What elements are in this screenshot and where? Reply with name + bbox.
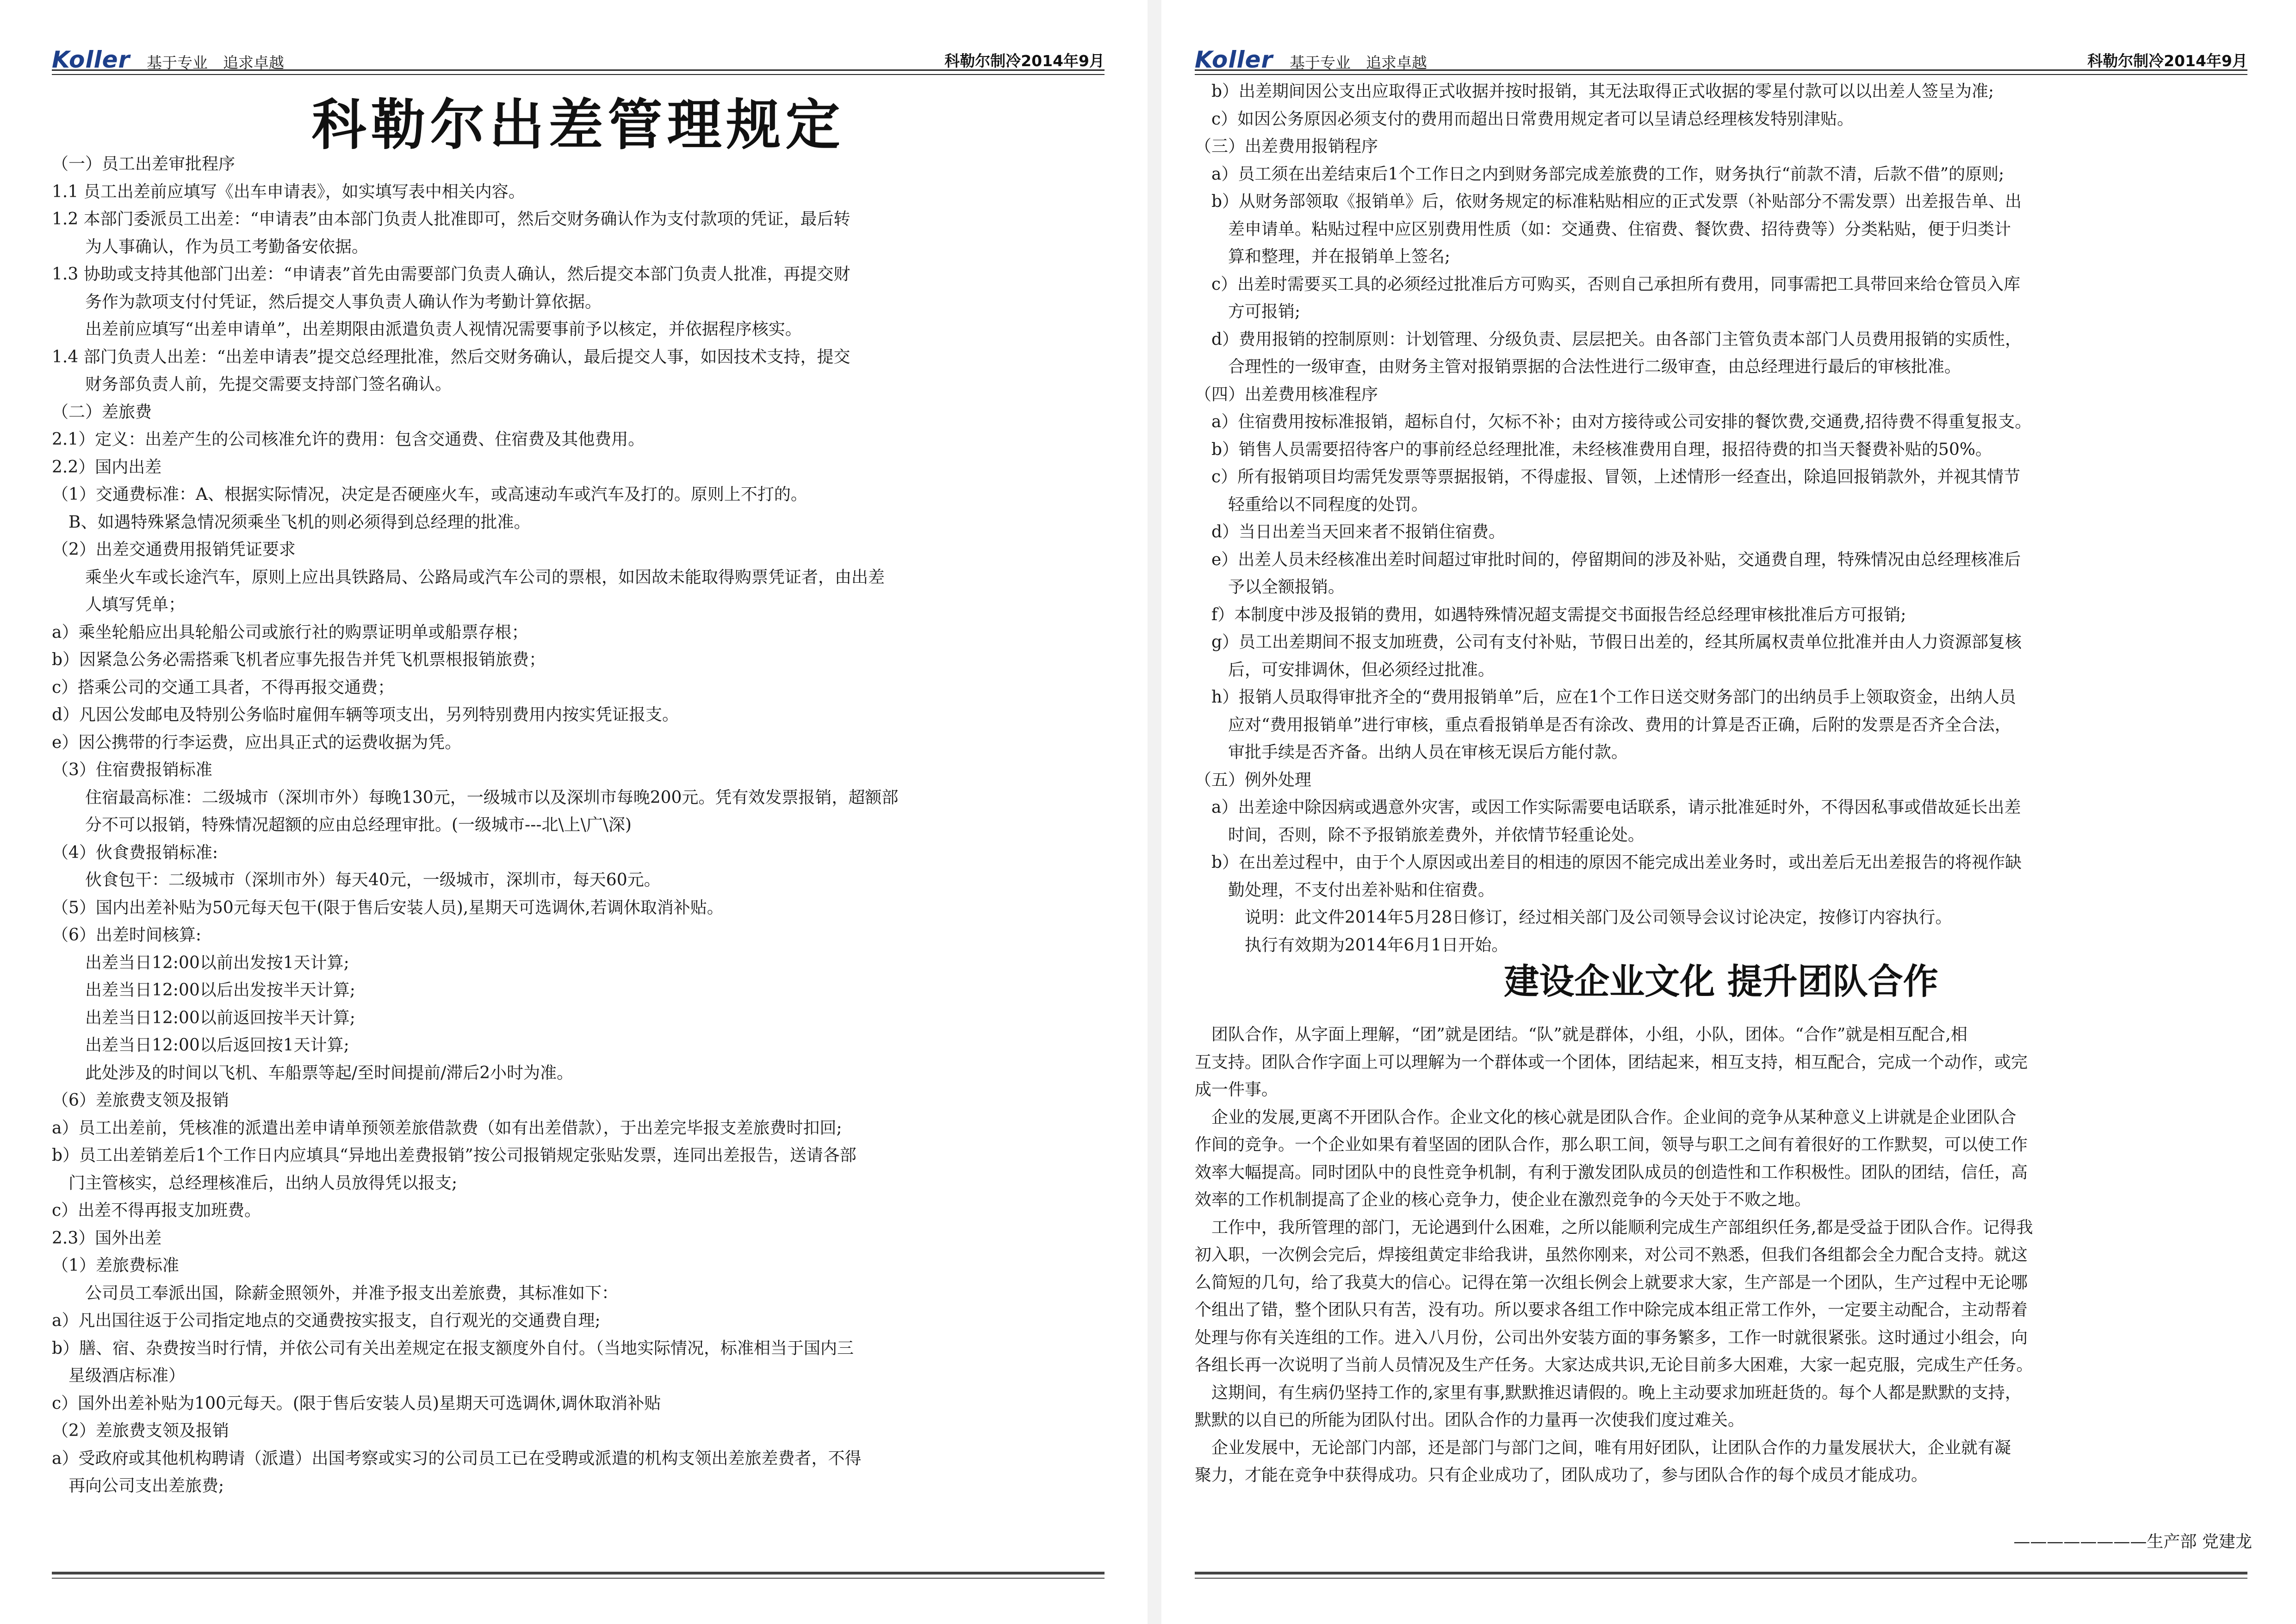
- text-line: 个组出了错，整个团队只有苦，没有功。所以要求各组工作中除完成本组正常工作外，一定要主动配合，主动帮着: [1195, 1300, 2028, 1319]
- text-line: 合理性的一级审查，由财务主管对报销票据的合法性进行二级审查，由总经理进行最后的审核批准。: [1228, 357, 1961, 376]
- text-line: 企业发展中，无论部门内部，还是部门与部门之间，唯有用好团队，让团队合作的力量发展状大，企业就有凝: [1211, 1438, 2011, 1457]
- text-line: 初入职，一次例会完后，焊接组黄定非给我讲，虽然你刚来，对公司不熟悉，但我们各组都会全力配合支持。就这: [1195, 1245, 2028, 1264]
- text-line: 分不可以报销，特殊情况超额的应由总经理审批。(一级城市---北\上\广\深): [85, 815, 632, 834]
- text-line: a）出差途中除因病或遇意外灾害，或因工作实际需要电话联系，请示批准延时外，不得因私事或借故延长出差: [1211, 798, 2021, 817]
- koller-logo: Koller: [1195, 46, 1273, 73]
- text-line: b）从财务部领取《报销单》后，依财务规定的标准粘贴相应的正式发票（补贴部分不需发票）出差报告单、出: [1211, 192, 2022, 211]
- text-line: 效率的工作机制提高了企业的核心竞争力，使企业在激烈竞争的今天处于不败之地。: [1195, 1190, 1812, 1209]
- text-line: 各组长再一次说明了当前人员情况及生产任务。大家达成共识,无论目前多大困难，大家一起克服，完成生产任务。: [1195, 1356, 2033, 1375]
- text-line: f）本制度中涉及报销的费用，如遇特殊情况超支需提交书面报告经总经理审核批准后方可报销;: [1211, 605, 1906, 624]
- header-rule: [1195, 69, 2247, 75]
- text-line: 聚力，才能在竞争中获得成功。只有企业成功了，团队成功了，参与团队合作的每个成员才能成功。: [1195, 1466, 1928, 1485]
- text-line: c）搭乘公司的交通工具者，不得再报交通费；: [52, 678, 395, 697]
- header-issue: 科勒尔制冷2014年9月: [2087, 52, 2247, 70]
- text-line: （四）出差费用核准程序: [1195, 385, 1378, 404]
- text-line: 出差当日12:00以后出发按半天计算;: [85, 981, 355, 1000]
- text-line: （6）出差时间核算:: [52, 926, 202, 945]
- text-line: 再向公司支出差旅费;: [68, 1476, 224, 1495]
- text-line: 出差当日12:00以前返回按半天计算;: [85, 1008, 355, 1027]
- text-line: 默默的以自已的所能为团队付出。团队合作的力量再一次使我们度过难关。: [1195, 1411, 1745, 1430]
- text-line: d）费用报销的控制原则：计划管理、分级负责、层层把关。由各部门主管负责本部门人员费用报销的实质性，: [1211, 330, 2022, 349]
- text-line: 乘坐火车或长途汽车，原则上应出具铁路局、公路局或汽车公司的票根，如因故未能取得购票凭证者，由出差: [85, 567, 885, 587]
- header-issue: 科勒尔制冷2014年9月: [944, 52, 1105, 70]
- header-slogan: 基于专业 追求卓越: [147, 54, 284, 72]
- text-line: a）员工须在出差结束后1个工作日之内到财务部完成差旅费的工作，财务执行“前款不清，后款不借”的原则;: [1211, 164, 2004, 184]
- text-line: 伙食包干：二级城市（深圳市外）每天40元，一级城市，深圳市，每天60元。: [85, 871, 661, 890]
- text-line: 1.1 员工出差前应填写《出车申请表》，如实填写表中相关内容。: [52, 182, 525, 201]
- text-line: b）在出差过程中，由于个人原因或出差目的相违的原因不能完成出差业务时，或出差后无出差报告的将视作缺: [1211, 853, 2022, 872]
- text-line: b）出差期间因公支出应取得正式收据并按时报销，其无法取得正式收据的零星付款可以以出差人签呈为准;: [1211, 82, 1994, 101]
- text-line: c）国外出差补贴为100元每天。(限于售后安装人员)星期天可选调休,调休取消补贴: [52, 1394, 661, 1413]
- article-title: 科勒尔出差管理规定: [311, 93, 845, 157]
- text-line: 互支持。团队合作字面上可以理解为一个群体或一个团体，团结起来，相互支持，相互配合，完成一个动作，或完: [1195, 1052, 2028, 1072]
- text-line: 1.3 协助或支持其他部门出差：“申请表”首先由需要部门负责人确认，然后提交本部门负责人批准，再提交财: [52, 265, 850, 284]
- text-line: 予以全额报销。: [1228, 578, 1345, 597]
- text-line: （6）差旅费支领及报销: [52, 1091, 229, 1110]
- essay-body: [1195, 1021, 2247, 1489]
- page-header: [1195, 46, 2247, 73]
- text-line: b）膳、宿、杂费按当时行情，并依公司有关出差规定在报支额度外自付。（当地实际情况，标准相当于国内三: [52, 1338, 854, 1358]
- text-line: （1）交通费标准：A、根据实际情况，决定是否硬座火车，或高速动车或汽车及打的。原则上不打的。: [52, 485, 807, 504]
- text-line: b）员工出差销差后1个工作日内应填具“异地出差费报销”按公司报销规定张贴发票，连同出差报告，送请各部: [52, 1146, 856, 1165]
- text-line: 出差当日12:00以前出发按1天计算;: [85, 953, 349, 972]
- text-line: 方可报销;: [1228, 302, 1301, 321]
- text-line: 时间，否则，除不予报销旅差费外，并依情节轻重论处。: [1228, 825, 1645, 845]
- text-line: （3）住宿费报销标准: [52, 760, 212, 779]
- text-line: 算和整理，并在报销单上签名;: [1228, 247, 1451, 266]
- text-line: 工作中，我所管理的部门，无论遇到什么困难，之所以能顺利完成生产部组织任务,都是受益于团队合作。记得我: [1211, 1218, 2033, 1237]
- text-line: 后，可安排调休，但必须经过批准。: [1228, 660, 1495, 679]
- footer-rule: [52, 1572, 1105, 1579]
- text-line: 2.3）国外出差: [52, 1228, 162, 1248]
- text-line: 说明：此文件2014年5月28日修订，经过相关部门及公司领导会议讨论决定，按修订内容执行。: [1245, 908, 1952, 927]
- text-line: c）如因公务原因必须支付的费用而超出日常费用规定者可以呈请总经理核发特别津贴。: [1211, 109, 1854, 129]
- text-line: 星级酒店标准）: [68, 1366, 186, 1385]
- text-line: g）员工出差期间不报支加班费，公司有支付补贴，节假日出差的，经其所属权责单位批准并由人力资源部复核: [1211, 633, 2022, 652]
- text-line: 团队合作，从字面上理解，“团”就是团结。“队”就是群体，小组，小队，团体。“合作”就是相互配合,相: [1211, 1025, 1967, 1044]
- text-line: 住宿最高标准：二级城市（深圳市外）每晚130元，一级城市以及深圳市每晚200元。凭有效发票报销，超额部: [85, 788, 899, 807]
- text-line: 勤处理，不支付出差补贴和住宿费。: [1228, 880, 1495, 900]
- regulation-body-continued: [1195, 78, 2247, 959]
- text-line: （二）差旅费: [52, 402, 152, 422]
- text-line: c）出差不得再报支加班费。: [52, 1201, 261, 1220]
- text-line: （5）国内出差补贴为50元每天包干(限于售后安装人员),星期天可选调休,若调休取消补贴。: [52, 898, 724, 917]
- text-line: 成一件事。: [1195, 1080, 1278, 1099]
- text-line: 出差当日12:00以后返回按1天计算;: [85, 1036, 349, 1055]
- text-line: 1.2 本部门委派员工出差：“申请表”由本部门负责人批准即可，然后交财务确认作为支付款项的凭证，最后转: [52, 210, 850, 229]
- text-line: a）住宿费用按标准报销，超标自付，欠标不补；由对方接待或公司安排的餐饮费,交通费,招待费不得重复报支。: [1211, 412, 2032, 431]
- koller-logo: Koller: [52, 46, 130, 73]
- text-line: 出差前应填写“出差申请单”，出差期限由派遣负责人视情况需要事前予以核定，并依据程序核实。: [85, 320, 802, 339]
- text-line: h）报销人员取得审批齐全的“费用报销单”后，应在1个工作日送交财务部门的出纳员手上领取资金，出纳人员: [1211, 688, 2016, 707]
- text-line: （一）员工出差审批程序: [52, 155, 236, 174]
- page-left: [0, 0, 1143, 1624]
- header-rule: [52, 69, 1105, 75]
- text-line: a）凡出国往返于公司指定地点的交通费按实报支，自行观光的交通费自理;: [52, 1311, 601, 1330]
- text-line: （4）伙食费报销标准:: [52, 843, 218, 862]
- text-line: 审批手续是否齐备。出纳人员在审核无误后方能付款。: [1228, 743, 1628, 762]
- text-line: d）当日出差当天回来者不报销住宿费。: [1211, 523, 1506, 541]
- essay-signature: ————————生产部 党建龙: [2013, 1532, 2252, 1551]
- text-line: （2）出差交通费用报销凭证要求: [52, 540, 296, 559]
- text-line: 处理与你有关连组的工作。进入八月份，公司出外安装方面的事务繁多，工作一时就很紧张。这时通过小组会，向: [1195, 1328, 2028, 1347]
- text-line: 轻重给以不同程度的处罚。: [1228, 495, 1428, 514]
- essay-title: 建设企业文化 提升团队合作: [1504, 961, 1938, 1002]
- text-line: b）销售人员需要招待客户的事前经总经理批准，未经核准费用自理，报招待费的扣当天餐费补贴的50%。: [1211, 440, 1992, 459]
- text-line: a）员工出差前，凭核准的派遣出差申请单预领差旅借款费（如有出差借款），于出差完毕报支差旅费时扣回;: [52, 1118, 842, 1138]
- text-line: 公司员工奉派出国，除薪金照领外，并准予报支出差旅费，其标准如下：: [85, 1283, 619, 1303]
- text-line: 执行有效期为2014年6月1日开始。: [1245, 935, 1508, 955]
- text-line: b）因紧急公务必需搭乘飞机者应事先报告并凭飞机票根报销旅费；: [52, 650, 546, 669]
- page-right: [1166, 0, 2296, 1624]
- text-line: e）因公携带的行李运费，应出具正式的运费收据为凭。: [52, 733, 462, 752]
- text-line: c）所有报销项目均需凭发票等票据报销，不得虚报、冒领，上述情形一经查出，除追回报销款外，并视其情节: [1211, 467, 2021, 486]
- text-line: 应对“费用报销单”进行审核，重点看报销单是否有涂改、费用的计算是否正确，后附的发票是否齐全合法，: [1228, 715, 2011, 734]
- page-gutter: [1148, 0, 1161, 1624]
- text-line: 2.1）定义：出差产生的公司核准允许的费用：包含交通费、住宿费及其他费用。: [52, 430, 645, 449]
- page-header: [52, 46, 1105, 73]
- text-line: c）出差时需要买工具的必须经过批准后方可购买，否则自己承担所有费用，同事需把工具带回来给仓管员入库: [1211, 274, 2021, 294]
- text-line: 这期间，有生病仍坚持工作的,家里有事,默默推迟请假的。晚上主动要求加班赶货的。每个人都是默默的支持，: [1211, 1383, 2022, 1402]
- text-line: 门主管核实，总经理核准后，出纳人员放得凭以报支;: [68, 1173, 458, 1193]
- text-line: 务作为款项支付付凭证，然后提交人事负责人确认作为考勤计算依据。: [85, 292, 602, 311]
- text-line: 么简短的几句，给了我莫大的信心。记得在第一次组长例会上就要求大家，生产部是一个团队，生产过程中无论哪: [1195, 1273, 2028, 1292]
- text-line: a）受政府或其他机构聘请（派遣）出国考察或实习的公司员工已在受聘或派遣的机构支领出差旅差费者，不得: [52, 1449, 862, 1468]
- text-line: a）乘坐轮船应出具轮船公司或旅行社的购票证明单或船票存根；: [52, 622, 528, 642]
- regulation-body: [52, 150, 1105, 1500]
- text-line: d）凡因公发邮电及特别公务临时雇佣车辆等项支出，另列特别费用内按实凭证报支。: [52, 705, 679, 724]
- text-line: 企业的发展,更离不开团队合作。企业文化的核心就是团队合作。企业间的竞争从某种意义上讲就是企业团队合: [1211, 1108, 2017, 1127]
- text-line: 此处涉及的时间以飞机、车船票等起/至时间提前/滞后2小时为准。: [85, 1063, 574, 1083]
- text-line: B、如遇特殊紧急情况须乘坐飞机的则必须得到总经理的批准。: [68, 512, 531, 532]
- text-line: （2）差旅费支领及报销: [52, 1421, 229, 1440]
- text-line: 为人事确认，作为员工考勤备安依据。: [85, 237, 369, 256]
- text-line: 财务部负责人前，先提交需要支持部门签名确认。: [85, 375, 452, 394]
- footer-rule: [1195, 1572, 2247, 1579]
- text-line: 效率大幅提高。同时团队中的良性竞争机制，有利于激发团队成员的创造性和工作积极性。团队的团结，信任，高: [1195, 1163, 2028, 1182]
- text-line: （五）例外处理: [1195, 770, 1312, 790]
- text-line: e）出差人员未经核准出差时间超过审批时间的，停留期间的涉及补贴，交通费自理，特殊情况由总经理核准后: [1211, 550, 2021, 569]
- header-slogan: 基于专业 追求卓越: [1290, 54, 1427, 72]
- text-line: （1）差旅费标准: [52, 1256, 179, 1275]
- text-line: 作间的竞争。一个企业如果有着坚固的团队合作，那么职工间，领导与职工之间有着很好的工作默契，可以使工作: [1195, 1135, 2028, 1154]
- text-line: 人填写凭单；: [85, 595, 186, 614]
- text-line: （三）出差费用报销程序: [1195, 137, 1378, 156]
- text-line: 1.4 部门负责人出差：“出差申请表”提交总经理批准，然后交财务确认，最后提交人事，如因技术支持，提交: [52, 347, 850, 367]
- text-line: 差申请单。粘贴过程中应区别费用性质（如：交通费、住宿费、餐饮费、招待费等）分类粘贴，便于归类计: [1228, 219, 2011, 239]
- text-line: 2.2）国内出差: [52, 457, 162, 477]
